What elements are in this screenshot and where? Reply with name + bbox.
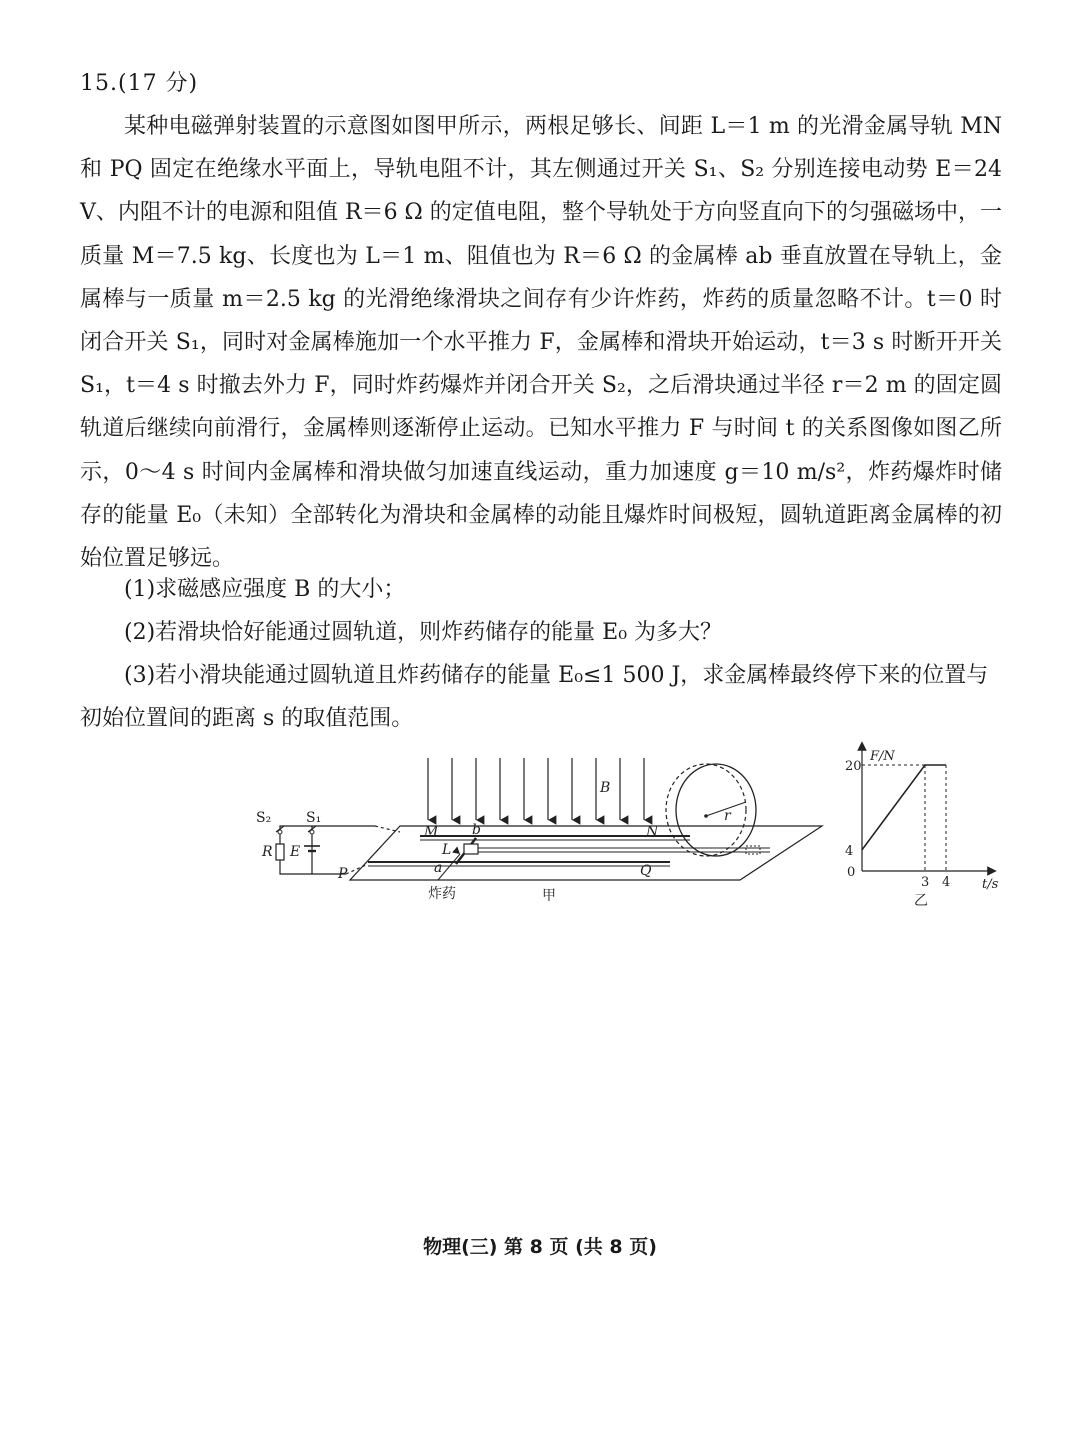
label-l: L [442, 842, 452, 858]
sub-question-2: (2)若滑块恰好能通过圆轨道，则炸药储存的能量 E₀ 为多大？ [124, 620, 723, 645]
label-n: N [646, 824, 659, 840]
figure-jia-apparatus [250, 750, 830, 910]
label-field-b: B [600, 780, 611, 796]
y-axis-label: F/N [870, 749, 895, 764]
origin-label: 0 [847, 865, 856, 880]
label-s2: S₂ [256, 810, 272, 826]
label-explosive: 炸药 [428, 886, 456, 902]
question-stem: 某种电磁弹射装置的示意图如图甲所示，两根足够长、间距 L＝1 m 的光滑金属导轨 MN 和 PQ 固定在绝缘水平面上，导轨电阻不计，其左侧通过开关 S₁、S₂ 分别连接电动势 E＝24 V、内阻不计的电源和阻值 R＝6 Ω 的定值电阻，整个导轨处于方向竖直向下的匀强磁场中，一质量 M＝7.5 kg、长度也为 L＝1 m、阻值也为 R＝6 Ω 的金属棒 ab 垂直放置在导轨上，金属棒与一质量 m＝2.5 kg 的光滑绝缘滑块之间存有少许炸药，炸药的质量忽略不计。t＝0 时闭合开关 S₁，同时对金属棒施加一个水平推力 F，金属棒和滑块开始运动，t＝3 s 时断开开关 S₁，t＝4 s 时撤去外力 F，同时炸药爆炸并闭合开关 S₂，之后滑块通过半径 r＝2 m 的固定圆轨道后继续向前滑行，金属棒则逐渐停止运动。已知水平推力 F 与时间 t 的关系图像如图乙所示，0～4 s 时间内金属棒和滑块做匀加速直线运动，重力加速度 g＝10 m/s²，炸药爆炸时储存的能量 E₀（未知）全部转化为滑块和金属棒的动能且爆炸时间极短，圆轨道距离金属棒的初始位置足够远。 [80, 114, 1002, 572]
x-axis-label: t/s [982, 877, 999, 892]
label-m: M [424, 824, 439, 840]
label-r: R [262, 844, 273, 860]
figure-yi-ft-graph [842, 740, 1012, 910]
field-arrows [428, 758, 644, 820]
figure-caption-yi: 乙 [914, 893, 928, 909]
page-footer: 物理(三) 第 8 页 (共 8 页) [423, 1236, 657, 1258]
x-tick-label: 3 [921, 875, 930, 890]
y-tick-label: 20 [845, 759, 862, 774]
label-p: P [338, 866, 348, 882]
slider-block [464, 844, 478, 854]
x-tick-label: 4 [942, 875, 951, 890]
question-number: 15.(17 分) [80, 71, 199, 96]
label-b: b [472, 822, 481, 838]
label-s1: S₁ [306, 810, 322, 826]
insulating-plane [350, 826, 822, 880]
figure-caption-jia: 甲 [542, 888, 556, 904]
label-e: E [290, 844, 301, 860]
y-tick-label: 4 [845, 843, 854, 859]
sub-question-3: (3)若小滑块能通过圆轨道且炸药储存的能量 E₀≤1 500 J，求金属棒最终停下来的位置与初始位置间的距离 s 的取值范围。 [80, 663, 989, 732]
label-a: a [434, 860, 443, 876]
force-line [862, 765, 946, 850]
sub-question-1: (1)求磁感应强度 B 的大小； [124, 577, 406, 602]
label-radius: r [724, 808, 731, 824]
circular-track [676, 764, 756, 856]
resistor-r [276, 844, 284, 860]
label-q: Q [640, 863, 652, 879]
